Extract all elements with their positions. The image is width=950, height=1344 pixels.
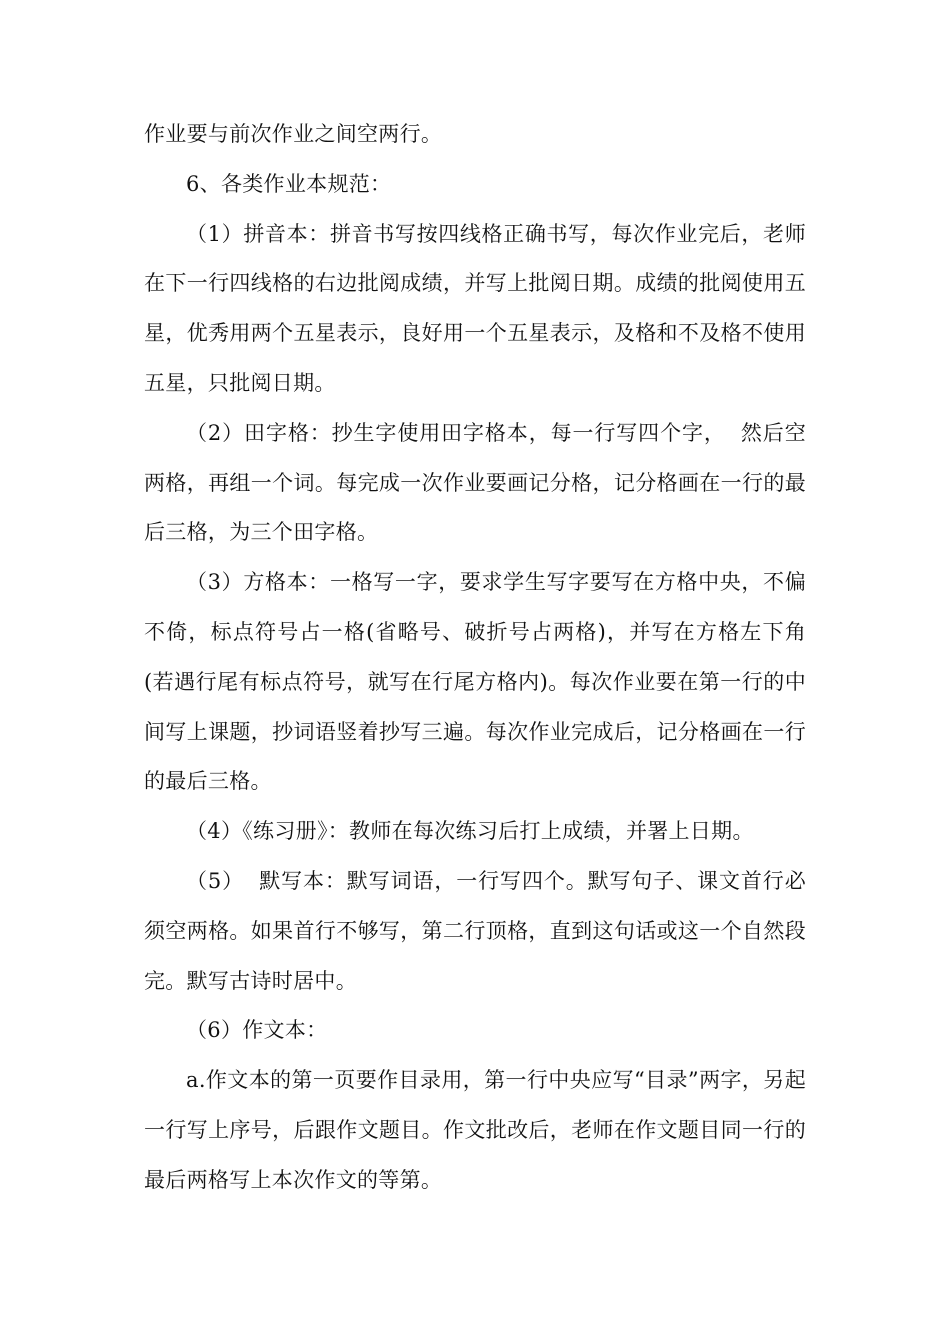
paragraph-composition-table-of-contents: a.作文本的第一页要作目录用，第一行中央应写“目录”两字，另起一行写上序号，后跟作文题目。作文批改后，老师在作文题目同一行的最后两格写上本次作文的等第。	[144, 1068, 806, 1192]
paragraph-pinyin-notebook: （1）拼音本：拼音书写按四线格正确书写，每次作业完后，老师在下一行四线格的右边批阅成绩，并写上批阅日期。成绩的批阅使用五星，优秀用两个五星表示，良好用一个五星表示，及格和不及格不使用五星，只批阅日期。	[144, 221, 806, 395]
paragraph-composition-notebook-heading: （6）作文本：	[186, 1018, 328, 1043]
paragraph-dictation-notebook: （5） 默写本：默写词语，一行写四个。默写句子、课文首行必须空两格。如果首行不够写，第二行顶格，直到这句话或这一个自然段完。默写古诗时居中。	[144, 868, 806, 993]
paragraph-spacing-rule: 作业要与前次作业之间空两行。	[144, 122, 443, 146]
paragraph-tianzige-notebook: （2）田字格：抄生字使用田字格本，每一行写四个字， 然后空两格，再组一个词。每完成一次作业要画记分格，记分格画在一行的最后三格，为三个田字格。	[144, 420, 806, 545]
paragraph-square-grid-notebook: （3）方格本：一格写一字，要求学生写字要写在方格中央，不偏不倚，标点符号占一格(省略号、破折号占两格)，并写在方格左下角(若遇行尾有标点符号，就写在行尾方格内)。每次作业要在第一行的中间写上课题，抄词语竖着抄写三遍。每次作业完成后，记分格画在一行的最后三格。	[144, 570, 806, 794]
section-heading-notebook-standards: 6、各类作业本规范：	[186, 171, 392, 196]
paragraph-exercise-book: （4）《练习册》：教师在每次练习后打上成绩，并署上日期。	[186, 819, 754, 844]
document-body	[144, 110, 806, 1206]
